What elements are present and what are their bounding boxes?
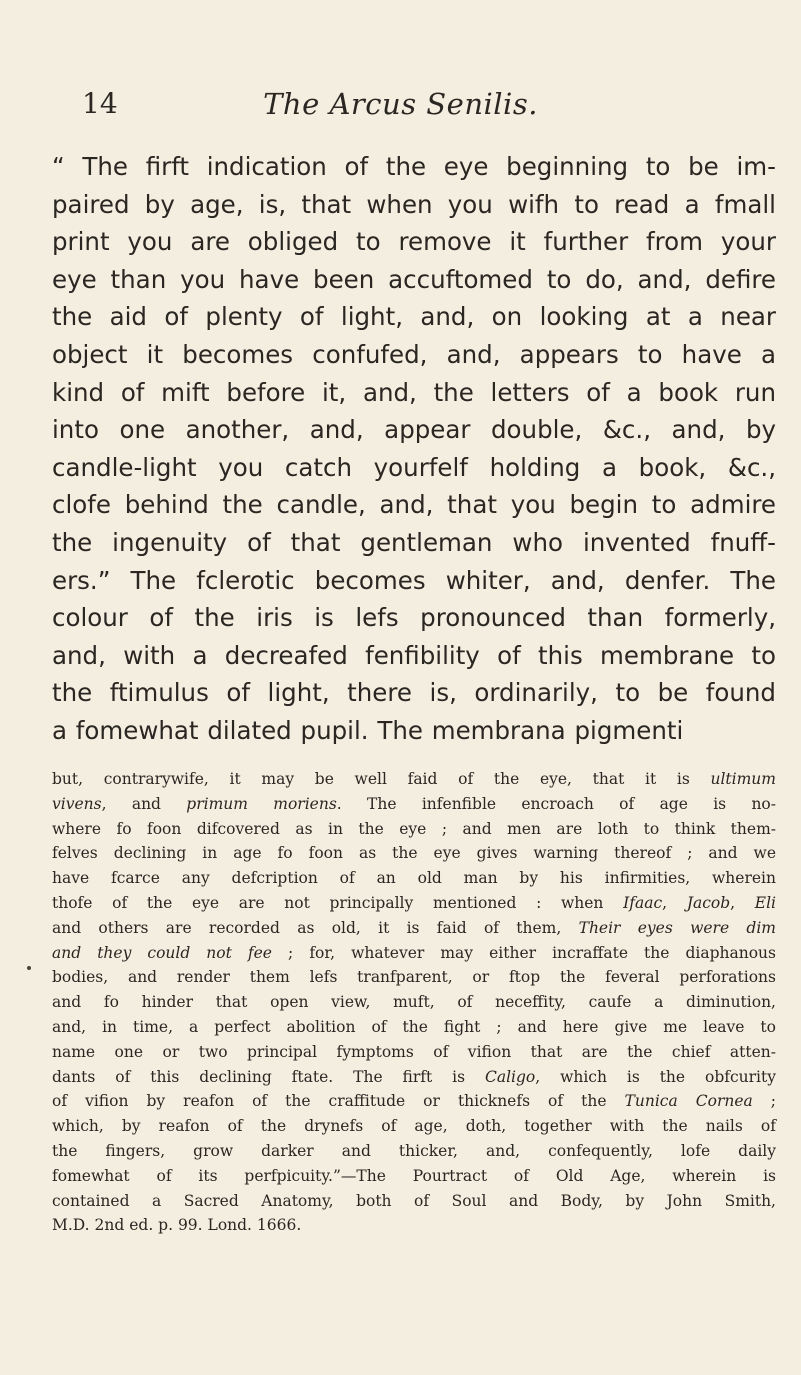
text-line: kind of mift before it, and, the letters of a book run: [52, 377, 776, 407]
footnote-line: M.D. 2nd ed. p. 99. Lond. 1666.: [52, 1216, 302, 1235]
footnote-line: and, in time, a perfect abolition of the fight ; and here give me leave to: [52, 1017, 776, 1036]
footnote-line: the fingers, grow darker and thicker, and, confequently, lofe daily: [52, 1141, 776, 1160]
footnote-line: felves declining in age fo foon as the eye gives warning thereof ; and we: [52, 844, 776, 863]
page-header: [0, 84, 801, 124]
page-number: 14: [82, 87, 118, 120]
text-line: the ingenuity of that gentleman who invented fnuff-: [52, 527, 776, 557]
footnote-line: and fo hinder that open view, muft, of neceffity, caufe a diminution,: [52, 993, 776, 1012]
footnote-block: [52, 767, 776, 1238]
footnote-line: which, by reafon of the drynefs of age, doth, together with the nails of: [52, 1117, 776, 1136]
text-line: “ The firft indication of the eye beginning to be im-: [52, 152, 776, 181]
footnote-line: name one or two principal fymptoms of vifion that are the chief atten-: [52, 1042, 776, 1061]
footnote-line: dants of this declining ftate. The firft is Caligo, which is the obfcurity: [52, 1067, 776, 1086]
text-line: into one another, and, appear double, &c., and, by: [52, 415, 776, 445]
ink-speck: [27, 966, 31, 970]
footnote-line: contained a Sacred Anatomy, both of Soul and Body, by John Smith,: [52, 1191, 776, 1210]
footnote-line: and others are recorded as old, it is faid of them, Their eyes were dim: [52, 918, 776, 937]
text-line: a fomewhat dilated pupil. The membrana pigmenti: [52, 715, 684, 745]
text-line: and, with a decreafed fenfibility of this membrane to: [52, 640, 776, 670]
running-title: The Arcus Senilis.: [263, 87, 538, 121]
main-text-block: [52, 148, 776, 750]
footnote-line: bodies, and render them lefs tranfparent, or ftop the feveral perforations: [52, 968, 776, 987]
footnote-line: fomewhat of its perfpicuity.”—The Pourtract of Old Age, wherein is: [52, 1166, 776, 1185]
footnote-line: vivens, and primum moriens. The infenfible encroach of age is no-: [52, 794, 776, 813]
footnote-line: of vifion by reafon of the craffitude or thicknefs of the Tunica Cornea ;: [52, 1092, 776, 1111]
text-line: the aid of plenty of light, and, on looking at a near: [52, 302, 776, 332]
footnote-line: but, contrarywife, it may be well faid of the eye, that it is ultimum: [52, 770, 776, 788]
footnote-line: and they could not fee ; for, whatever may either incraffate the diaphanous: [52, 943, 776, 962]
text-line: paired by age, is, that when you wifh to read a fmall: [52, 189, 776, 219]
text-line: ers.” The fclerotic becomes whiter, and, denfer. The: [52, 565, 776, 595]
text-line: colour of the iris is lefs pronounced than formerly,: [52, 603, 776, 633]
text-line: the ftimulus of light, there is, ordinarily, to be found: [52, 678, 776, 708]
footnote-line: thofe of the eye are not principally mentioned : when Ifaac, Jacob, Eli: [52, 893, 777, 912]
text-line: eye than you have been accuftomed to do, and, defire: [52, 264, 776, 294]
footnote-line: where fo foon difcovered as in the eye ; and men are loth to think them-: [52, 819, 776, 838]
footnote-line: have fcarce any defcription of an old man by his infirmities, wherein: [52, 869, 776, 888]
text-line: candle-light you catch yourfelf holding a book, &c.,: [52, 452, 776, 482]
text-line: print you are obliged to remove it further from your: [52, 227, 776, 257]
text-line: object it becomes confufed, and, appears to have a: [52, 339, 776, 369]
text-line: clofe behind the candle, and, that you begin to admire: [52, 490, 776, 520]
